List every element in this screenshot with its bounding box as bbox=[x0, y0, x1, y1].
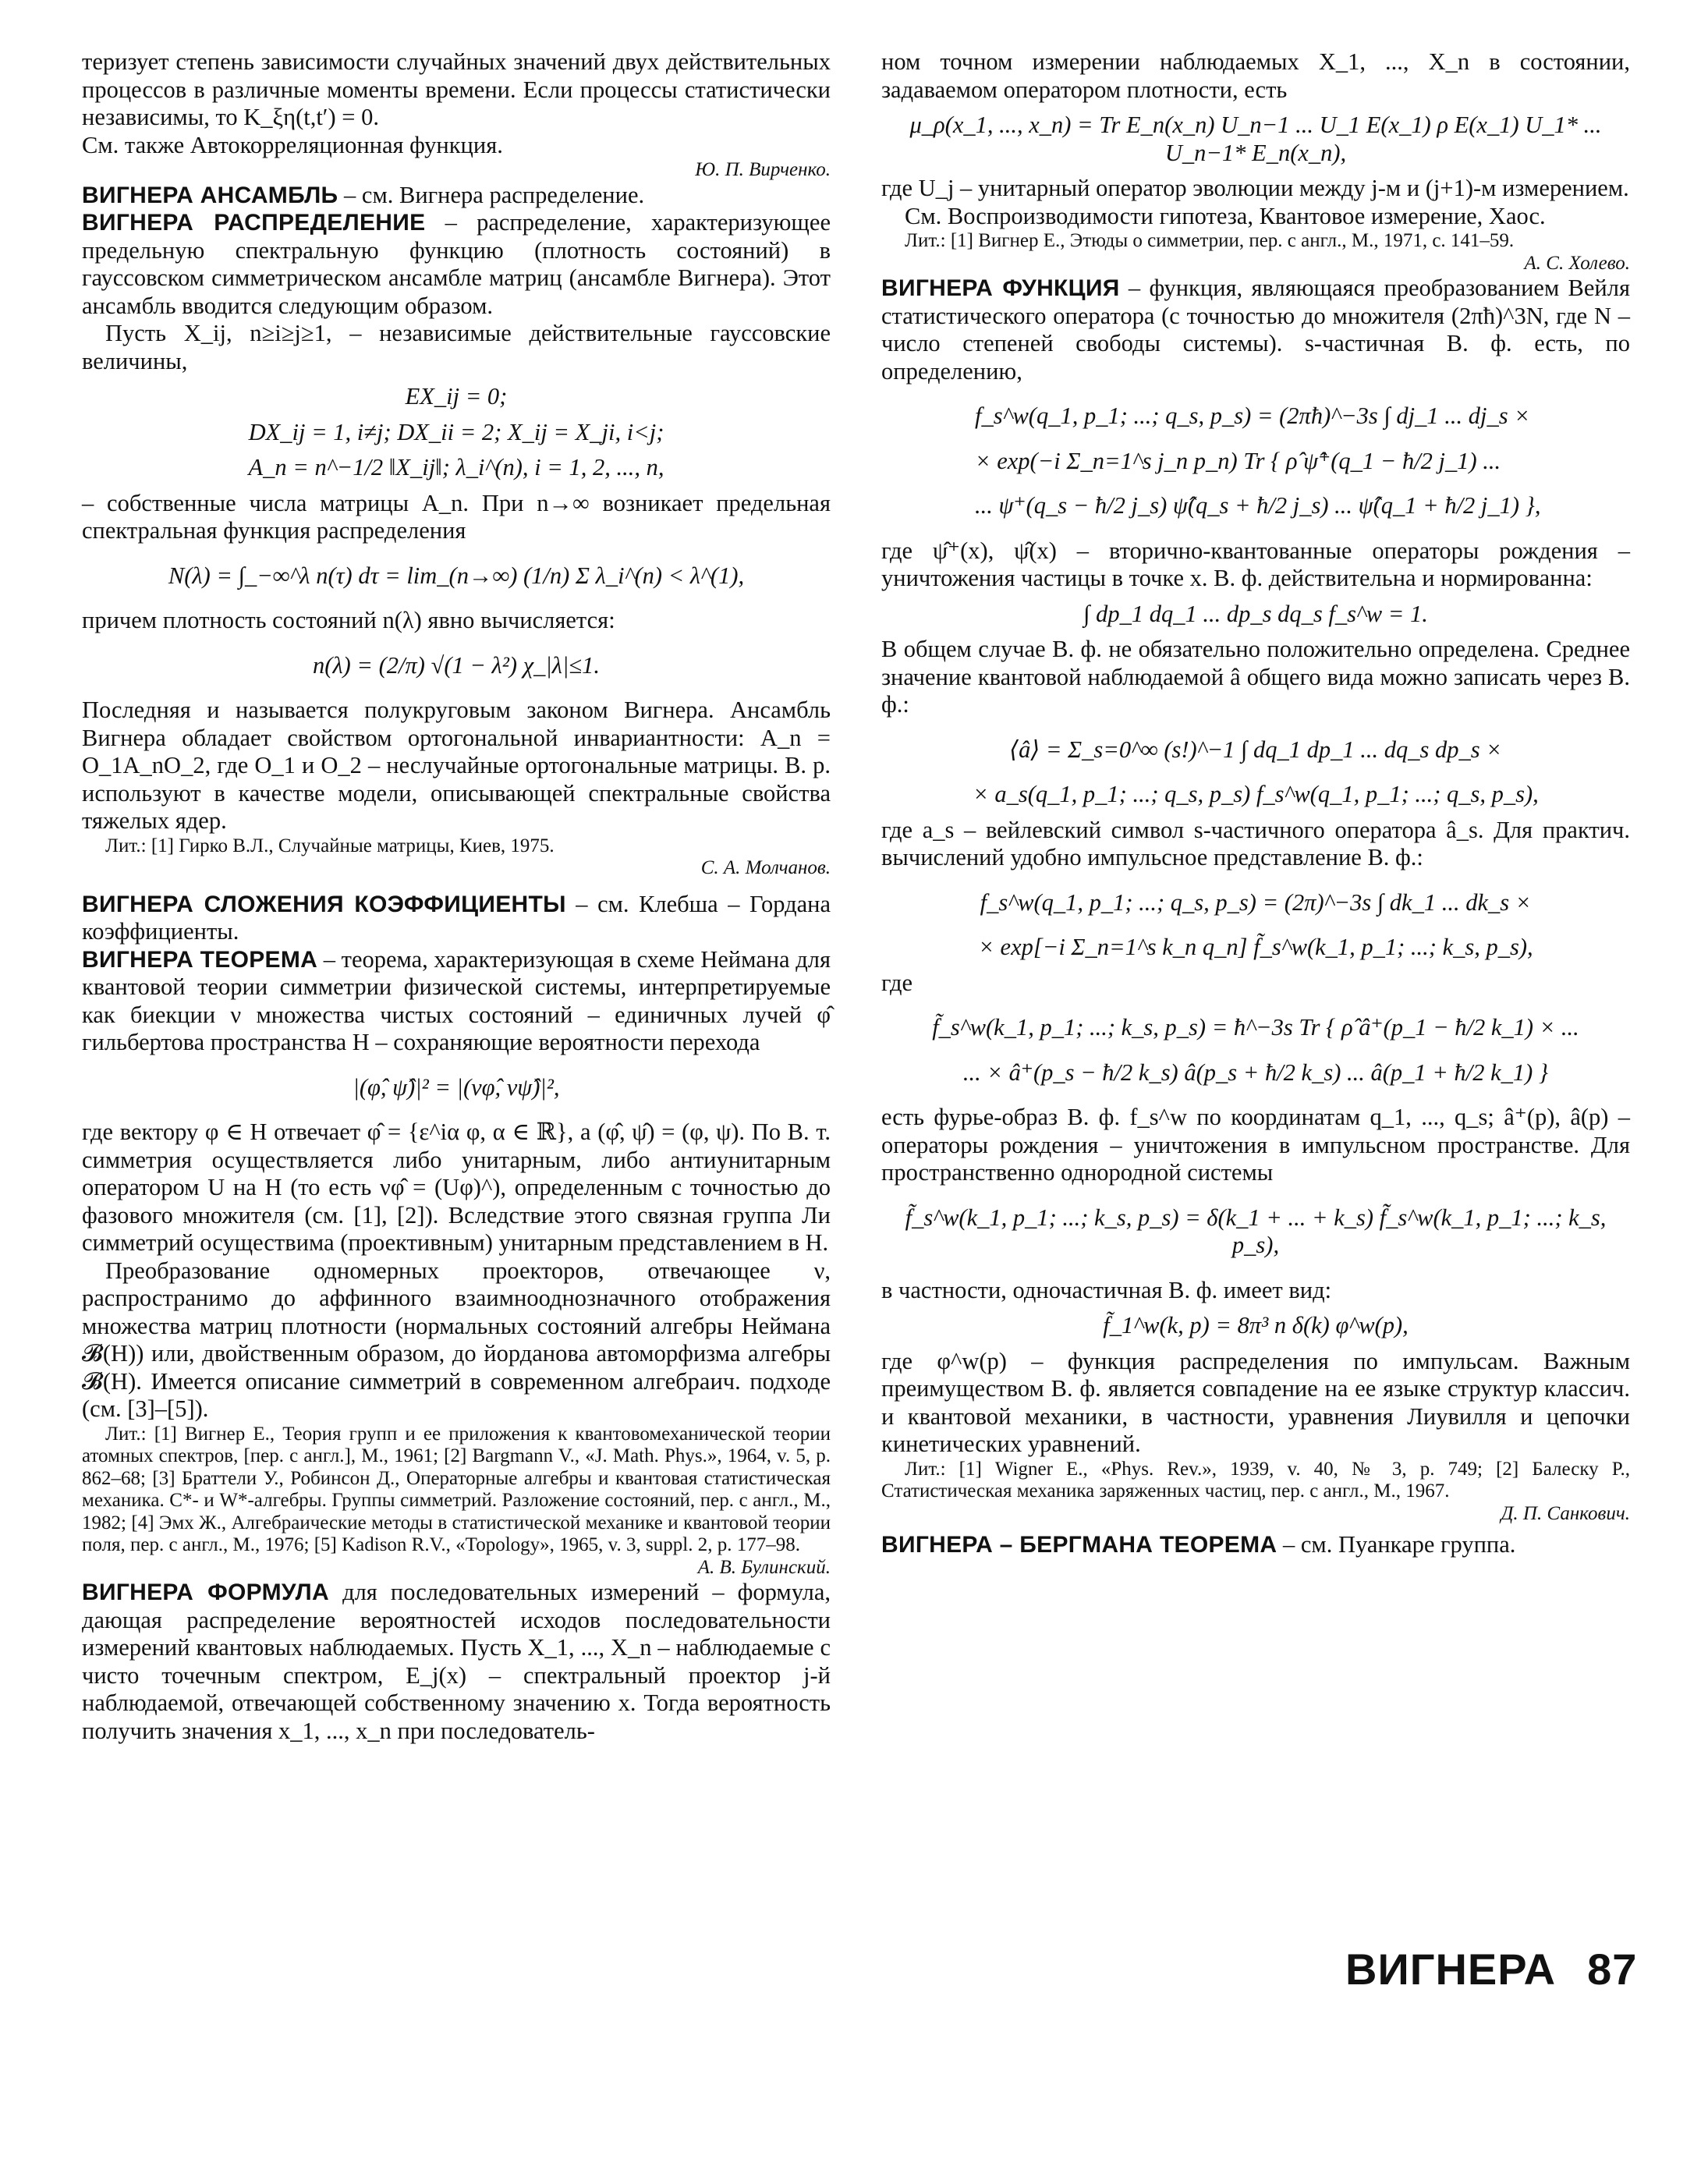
formula: f_s^w(q_1, p_1; ...; q_s, p_s) = (2πħ)^−3s ∫ dj_1 ... dj_s × bbox=[975, 402, 1530, 429]
paragraph: в частности, одночастичная В. ф. имеет вид: bbox=[881, 1276, 1332, 1303]
formula: N(λ) = ∫_−∞^λ n(τ) dτ = lim_(n→∞) (1/n) Σ λ_i^(n) < λ^(1), bbox=[168, 562, 745, 589]
paragraph: где φ^w(p) – функция распределения по импульсам. Важным преимуществом В. ф. является совпадение на ее языке структур классич. и квантовой механики, в частности, уравнения Лиувилля и цепочки кинетических уравнений. bbox=[881, 1347, 1630, 1457]
author-signature: А. В. Булинский. bbox=[697, 1556, 831, 1578]
entry-heading: ВИГНЕРА АНСАМБЛЬ bbox=[82, 182, 338, 208]
paragraph: где a_s – вейлевский символ s-частичного оператора â_s. Для практич. вычислений удобно импульсное представление В. ф.: bbox=[881, 816, 1630, 870]
entry-heading: ВИГНЕРА ФУНКЦИЯ bbox=[881, 275, 1120, 301]
paragraph: – собственные числа матрицы A_n. При n→∞ возникает предельная спектральная функция распределения bbox=[82, 489, 831, 544]
paragraph: Преобразование одномерных проекторов, отвечающее ν, распространимо до аффинного взаимнооднозначного отображения множества матриц плотности (нормальных состояний алгебры Неймана 𝓑(H)) или, двойственным образом, до йорданова автоморфизма алгебры 𝓑(H). Имеется описание симметрий в современном алгебраич. подходе (см. [3]–[5]). bbox=[82, 1257, 831, 1422]
paragraph: В общем случае В. ф. не обязательно положительно определена. Среднее значение квантовой наблюдаемой â общего вида можно записать через В. ф.: bbox=[881, 636, 1630, 718]
formula: f̃_s^w(k_1, p_1; ...; k_s, p_s) = δ(k_1 + ... + k_s) f̃̃_s^w(k_1, p_1; ...; k_s, p_s), bbox=[905, 1204, 1607, 1258]
entry-heading: ВИГНЕРА РАСПРЕДЕЛЕНИЕ bbox=[82, 210, 426, 236]
entry-heading: ВИГНЕРА СЛОЖЕНИЯ КОЭФФИЦИЕНТЫ bbox=[82, 891, 566, 917]
page-number: 87 bbox=[1587, 1945, 1638, 1994]
entry-text: для последовательных измерений – формула, дающая распределение вероятностей исходов последовательности измерений квантовых наблюдаемых. Пусть X_1, ..., X_n – наблюдаемые с чисто точечным спектром, E_j(x) – спектральный проектор j-й наблюдаемой, отвечающей собственному значению x. Тогда вероятность получить значения x_1, ..., x_n при последователь- bbox=[82, 1579, 831, 1744]
paragraph: где ψ̂⁺(x), ψ̂(x) – вторично-квантованные операторы рождения – уничтожения частицы в точке x. В. ф. действительна и нормированна: bbox=[881, 537, 1630, 591]
formula: f̃_1^w(k, p) = 8π³ n δ(k) φ^w(p), bbox=[1103, 1312, 1409, 1338]
paragraph-continuation: ном точном измерении наблюдаемых X_1, ..., X_n в состоянии, задаваемом оператором плотности, есть bbox=[881, 48, 1630, 103]
entry-wigner-theorem bbox=[82, 946, 831, 1057]
cross-reference: – см. Пуанкаре группа. bbox=[1282, 1531, 1516, 1558]
entry-text: – распределение, характеризующее предельную спектральную функцию (плотность состояний) в гауссовском симметрическом ансамбле матриц (ансамбле Вигнера). Этот ансамбль вводится следующим образом. bbox=[82, 209, 831, 319]
paragraph-continuation: теризует степень зависимости случайных значений двух действительных процессов в различные моменты времени. Если процессы статистически независимы, то K_ξη(t,t′) = 0. bbox=[82, 48, 831, 130]
entry-wigner-bergmann-theorem bbox=[881, 1531, 1630, 1559]
author-signature: С. А. Молчанов. bbox=[700, 857, 831, 878]
entry-text: – теорема, характеризующая в схеме Неймана для квантовой теории симметрии физической системы, интерпретируемые как биекции ν множества чистых состояний – единичных лучей φ̂ гильбертова пространства H – сохраняющие вероятности перехода bbox=[82, 945, 831, 1055]
references: Лит.: [1] Wigner E., «Phys. Rev.», 1939, v. 40, № 3, p. 749; [2] Балеску Р., Статистическая механика заряженных частиц, пер. с англ., М., 1967. bbox=[881, 1458, 1630, 1502]
entry-wigner-distribution bbox=[82, 209, 831, 320]
formula: × exp(−i Σ_n=1^s j_n p_n) Tr { ρ̂ ψ̂⁺(q_1 − ħ/2 j_1) ... bbox=[975, 447, 1501, 474]
author-signature: Д. П. Санкович. bbox=[1501, 1502, 1630, 1524]
formula: |(φ̂, ψ̂)|² = |(νφ̂, νψ̂)|², bbox=[353, 1073, 560, 1101]
paragraph: где U_j – унитарный оператор эволюции между j-м и (j+1)-м измерением. bbox=[881, 175, 1629, 201]
author-signature: А. С. Холево. bbox=[1524, 252, 1630, 274]
formula: μ_ρ(x_1, ..., x_n) = Tr E_n(x_n) U_n−1 ... U_1 E(x_1) ρ E(x_1) U_1* ... U_n−1* E_n(x_n), bbox=[909, 112, 1602, 166]
page-footer bbox=[1345, 1944, 1637, 1994]
running-head: ВИГНЕРА bbox=[1345, 1945, 1557, 1994]
formula: f̃_s^w(k_1, p_1; ...; k_s, p_s) = ħ^−3s Tr { ρ̂ â⁺(p_1 − ħ/2 k_1) × ... bbox=[932, 1014, 1579, 1041]
formula: ... ψ⁺(q_s − ħ/2 j_s) ψ̂(q_s + ħ/2 j_s) ... ψ̂(q_1 + ħ/2 j_1) }, bbox=[975, 492, 1541, 519]
formula: ⟨â⟩ = Σ_s=0^∞ (s!)^−1 ∫ dq_1 dp_1 ... dq_s dp_s × bbox=[1009, 736, 1502, 763]
see-also: См. Воспроизводимости гипотеза, Квантовое измерение, Хаос. bbox=[905, 202, 1546, 229]
formula: × exp[−i Σ_n=1^s k_n q_n] f̃_s^w(k_1, p_1; ...; k_s, p_s), bbox=[978, 934, 1533, 960]
formula: ... × â⁺(p_s − ħ/2 k_s) â(p_s + ħ/2 k_s) ... â(p_1 + ħ/2 k_1) } bbox=[962, 1058, 1549, 1086]
entry-heading: ВИГНЕРА ТЕОРЕМА bbox=[82, 946, 318, 973]
entry-heading: ВИГНЕРА ФОРМУЛА bbox=[82, 1580, 329, 1605]
entry-wigner-function bbox=[881, 275, 1630, 385]
references: Лит.: [1] Вигнер Е., Этюды о симметрии, пер. с англ., М., 1971, с. 141–59. bbox=[905, 230, 1515, 251]
paragraph: Пусть X_ij, n≥i≥j≥1, – независимые действительные гауссовские величины, bbox=[82, 320, 831, 374]
cross-reference: – см. Клебша – Гордана коэффициенты. bbox=[82, 890, 831, 945]
left-column bbox=[82, 48, 831, 1745]
entry-heading: ВИГНЕРА – БЕРГМАНА ТЕОРЕМА bbox=[881, 1532, 1277, 1558]
paragraph: есть фурье-образ В. ф. f_s^w по координатам q_1, ..., q_s; â⁺(p), â(p) – операторы рождения – уничтожения в импульсном пространстве. Для пространственно однородной системы bbox=[881, 1104, 1630, 1186]
references: Лит.: [1] Гирко В.Л., Случайные матрицы, Киев, 1975. bbox=[105, 835, 555, 856]
right-column bbox=[881, 48, 1630, 1559]
paragraph: где bbox=[881, 969, 913, 996]
paragraph: Последняя и называется полукруговым законом Вигнера. Ансамбль Вигнера обладает свойством ортогональной инвариантности: A_n = O_1A_nO_2, где O_1 и O_2 – неслучайные ортогональные матрицы. В. р. используют в качестве модели, описывающей спектральные свойства тяжелых ядер. bbox=[82, 697, 831, 834]
entry-wigner-formula bbox=[82, 1579, 831, 1745]
formula: DX_ij = 1, i≠j; DX_ii = 2; X_ij = X_ji, i<j; bbox=[248, 418, 664, 445]
formula: f_s^w(q_1, p_1; ...; q_s, p_s) = (2π)^−3s ∫ dk_1 ... dk_s × bbox=[980, 888, 1532, 916]
formula: ∫ dp_1 dq_1 ... dp_s dq_s f_s^w = 1. bbox=[1083, 600, 1428, 627]
see-also: См. также Автокорреляционная функция. bbox=[82, 131, 503, 158]
paragraph: причем плотность состояний n(λ) явно вычисляется: bbox=[82, 607, 615, 633]
entry-wigner-ensemble bbox=[82, 182, 831, 210]
formula: n(λ) = (2/π) √(1 − λ²) χ_|λ|≤1. bbox=[313, 651, 600, 679]
entry-wigner-coefficients bbox=[82, 891, 831, 946]
formula: × a_s(q_1, p_1; ...; q_s, p_s) f_s^w(q_1, p_1; ...; q_s, p_s), bbox=[973, 781, 1539, 807]
entry-text: – функция, являющаяся преобразованием Вейля статистического оператора (с точностью до множителя (2πħ)^3N, где N – число степеней свободы системы). s-частичная В. ф. есть, по определению, bbox=[881, 275, 1631, 385]
formula: A_n = n^−1/2 ‖X_ij‖; λ_i^(n), i = 1, 2, ..., n, bbox=[248, 454, 664, 480]
formula: EX_ij = 0; bbox=[405, 383, 508, 410]
paragraph: где вектору φ ∈ H отвечает φ̂ = {ε^iα φ, α ∈ ℝ}, а (φ̂, ψ̂) = (φ, ψ). По В. т. симметрия осуществляется либо унитарным, либо антиунитарным оператором U на H (то есть νφ̂ = (Uφ)^), определенным с точностью до фазового множителя (см. [1], [2]). Вследствие этого связная группа Ли симметрий осуществима (проективным) унитарным представлением в H. bbox=[82, 1119, 831, 1256]
references: Лит.: [1] Вигнер Е., Теория групп и ее приложения к квантовомеханической теории атомных спектров, [пер. с англ.], М., 1961; [2] Bargmann V., «J. Math. Phys.», 1964, v. 5, p. 862–68; [3] Браттели У., Робинсон Д., Операторные алгебры и квантовая статистическая механика. C*- и W*-алгебры. Группы симметрий. Разложение состояний, пер. с англ., М., 1982; [4] Эмх Ж., Алгебраические методы в статистической механике и квантовой теории поля, пер. с англ., М., 1976; [5] Kadison R.V., «Topology», 1965, v. 3, suppl. 2, p. 177–98. bbox=[82, 1423, 831, 1555]
author-signature: Ю. П. Вирченко. bbox=[695, 159, 831, 180]
cross-reference: – см. Вигнера распределение. bbox=[344, 181, 645, 208]
